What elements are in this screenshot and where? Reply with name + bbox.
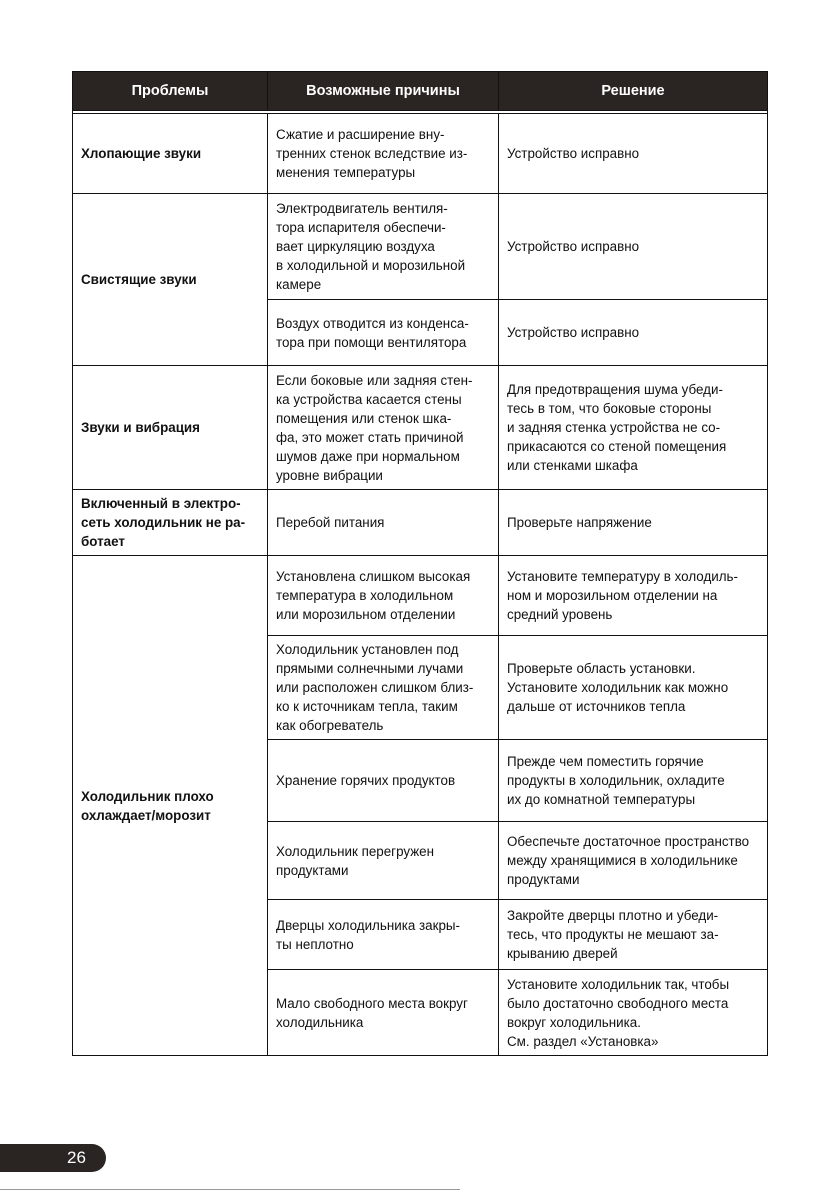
problem-cell: Звуки и вибрация: [73, 366, 268, 490]
cause-cell: Холодильник установлен под прямыми солнечными лучами или расположен слишком близ- ко к источникам тепла, таким как обогреватель: [268, 636, 499, 740]
table-row: [73, 194, 768, 300]
cause-cell: Мало свободного места вокруг холодильника: [268, 970, 499, 1056]
cause-cell: Хранение горячих продуктов: [268, 740, 499, 822]
page-number: 26: [67, 1148, 86, 1167]
cause-cell: Перебой питания: [268, 490, 499, 556]
solution-cell: Проверьте область установки. Установите холодильник как можно дальше от источников тепла: [499, 636, 768, 740]
header-row: [73, 72, 768, 111]
solution-cell: Закройте дверцы плотно и убеди- тесь, что продукты не мешают за- крыванию дверей: [499, 900, 768, 970]
solution-cell: Устройство исправно: [499, 114, 768, 194]
solution-cell: Устройство исправно: [499, 300, 768, 366]
table-row: [73, 490, 768, 556]
solution-cell: Устройство исправно: [499, 194, 768, 300]
header-causes: Возможные причины: [268, 72, 499, 111]
solution-cell: Для предотвращения шума убеди- тесь в том, что боковые стороны и задняя стенка устройства не со- прикасаются со стеной помещения или стенками шкафа: [499, 366, 768, 490]
solution-cell: Установите холодильник так, чтобы было достаточно свободного места вокруг холодильника. См. раздел «Установка»: [499, 970, 768, 1056]
header-problems: Проблемы: [73, 72, 268, 111]
solution-cell: Прежде чем поместить горячие продукты в холодильник, охладите их до комнатной температуры: [499, 740, 768, 822]
cause-cell: Если боковые или задняя стен- ка устройства касается стены помещения или стенок шка- фа, это может стать причиной шумов даже при нормальном уровне вибрации: [268, 366, 499, 490]
table-row: [73, 556, 768, 636]
table-row: [73, 114, 768, 194]
header-solutions: Решение: [499, 72, 768, 111]
problem-cell: Включенный в электро- сеть холодильник не ра- ботает: [73, 490, 268, 556]
problem-cell: Холодильник плохо охлаждает/морозит: [73, 556, 268, 1056]
footer-divider: [0, 1189, 460, 1190]
solution-cell: Обеспечьте достаточное пространство между хранящимися в холодильнике продуктами: [499, 822, 768, 900]
problem-cell: Свистящие звуки: [73, 194, 268, 366]
cause-cell: Воздух отводится из конденса- тора при помощи вентилятора: [268, 300, 499, 366]
troubleshooting-table: [72, 71, 768, 1056]
problem-cell: Хлопающие звуки: [73, 114, 268, 194]
cause-cell: Холодильник перегружен продуктами: [268, 822, 499, 900]
cause-cell: Сжатие и расширение вну- тренних стенок вследствие из- менения температуры: [268, 114, 499, 194]
cause-cell: Установлена слишком высокая температура в холодильном или морозильном отделении: [268, 556, 499, 636]
solution-cell: Проверьте напряжение: [499, 490, 768, 556]
table-row: [73, 366, 768, 490]
cause-cell: Дверцы холодильника закры- ты неплотно: [268, 900, 499, 970]
solution-cell: Установите температуру в холодиль- ном и морозильном отделении на средний уровень: [499, 556, 768, 636]
page-number-badge: [0, 1144, 106, 1172]
cause-cell: Электродвигатель вентиля- тора испарителя обеспечи- вает циркуляцию воздуха в холодильной и морозильной камере: [268, 194, 499, 300]
